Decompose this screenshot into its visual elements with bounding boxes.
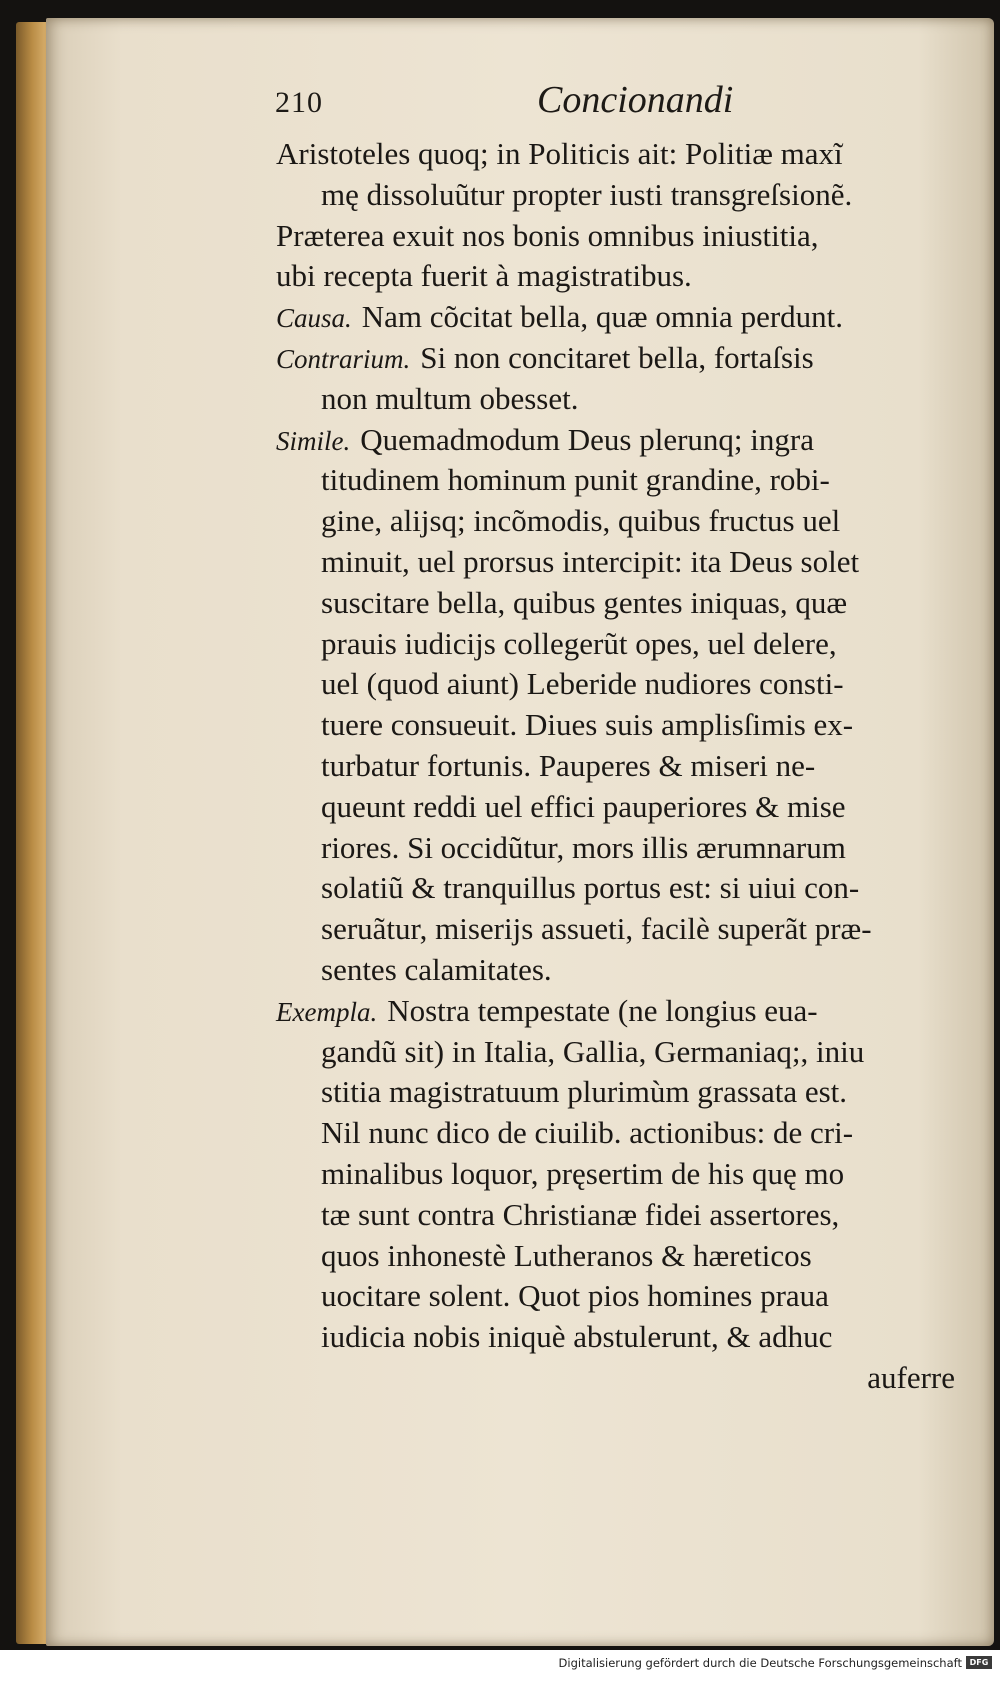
line-text: ubi recepta fuerit à magistratibus.: [276, 258, 692, 294]
catchword: auferre: [867, 1359, 955, 1395]
line-text: turbatur fortunis. Pauperes & miseri ne-: [321, 747, 816, 783]
line-text: gandũ sit) in Italia, Gallia, Germaniaq;, iniu: [321, 1033, 865, 1069]
text-line: [276, 787, 961, 828]
line-text: titudinem hominum punit grandine, robi-: [321, 462, 830, 498]
text-line: [276, 1032, 961, 1073]
line-text: Nam cõcitat bella, quæ omnia perdunt.: [361, 299, 844, 335]
line-text: tuere consueuit. Diues suis amplisſimis ex-: [321, 707, 854, 743]
line-text: prauis iudicijs collegerũt opes, uel delere,: [321, 625, 837, 661]
line-text: mę dissoluũtur propter iusti transgreſsionẽ.: [321, 176, 853, 212]
line-text: uocitare solent. Quot pios homines praua: [321, 1278, 829, 1314]
text-line: [276, 583, 961, 624]
line-text: Nil nunc dico de ciuilib. actionibus: de cri-: [321, 1115, 854, 1151]
text-line: [276, 828, 961, 869]
text-line: [276, 420, 961, 461]
line-text: minalibus loquor, pręsertim de his quę mo: [321, 1155, 845, 1191]
text-line: [276, 1154, 961, 1195]
line-text: gine, alijsq; incõmodis, quibus fructus uel: [321, 503, 841, 539]
text-line: [276, 950, 961, 991]
text-line: [276, 1276, 961, 1317]
line-text: tæ sunt contra Christianæ fidei assertores,: [321, 1196, 840, 1232]
line-text: iudicia nobis iniquè abstulerunt, & adhuc: [321, 1319, 833, 1355]
line-text: quos inhonestè Lutheranos & hæreticos: [321, 1237, 812, 1273]
text-line: [276, 379, 961, 420]
page-header: [275, 78, 735, 128]
text-line: [276, 542, 961, 583]
margin-label-causa: Causa.: [276, 303, 352, 334]
line-text: queunt reddi uel effici pauperiores & mise: [321, 788, 846, 824]
text-line: [276, 175, 961, 216]
text-line: [276, 134, 961, 175]
text-line: [276, 746, 961, 787]
line-text: solatiũ & tranquillus portus est: si uiui con-: [321, 870, 860, 906]
line-text: Si non concitaret bella, fortaſsis: [420, 339, 814, 375]
line-text: stitia magistratuum plurimùm grassata est.: [321, 1074, 848, 1110]
line-text: suscitare bella, quibus gentes iniquas, quæ: [321, 584, 848, 620]
footer: [0, 1650, 1000, 1681]
text-line: [276, 501, 961, 542]
text-line: [276, 216, 961, 257]
line-text: Præterea exuit nos bonis omnibus iniustitia,: [276, 217, 819, 253]
text-line: [276, 909, 961, 950]
text-line: [276, 1195, 961, 1236]
text-line: [276, 664, 961, 705]
line-text: sentes calamitates.: [321, 951, 552, 987]
text-line: [276, 624, 961, 665]
text-line: [276, 297, 961, 338]
line-text: Nostra tempestate (ne longius eua-: [387, 992, 818, 1028]
body-text: [276, 134, 961, 1399]
text-line: [276, 1113, 961, 1154]
line-text: uel (quod aiunt) Leberide nudiores consti-: [321, 666, 844, 702]
text-line: [276, 256, 961, 297]
line-text: riores. Si occidũtur, mors illis ærumnarum: [321, 829, 846, 865]
line-text: Aristoteles quoq; in Politicis ait: Politiæ maxĩ: [276, 136, 843, 171]
text-line: [276, 705, 961, 746]
text-line: [276, 991, 961, 1032]
text-line: [276, 338, 961, 379]
catchword-line: [276, 1358, 961, 1399]
text-line: [276, 1236, 961, 1277]
running-title: Concionandi: [537, 79, 734, 121]
margin-label-simile: Simile.: [276, 425, 351, 456]
text-line: [276, 868, 961, 909]
margin-label-contrarium: Contrarium.: [276, 343, 411, 374]
text-line: [276, 460, 961, 501]
line-text: minuit, uel prorsus intercipit: ita Deus solet: [321, 543, 860, 579]
funding-credit: Digitalisierung gefördert durch die Deutsche Forschungsgemeinschaft: [558, 1656, 962, 1670]
text-line: [276, 1072, 961, 1113]
line-text: non multum obesset.: [321, 380, 579, 416]
margin-label-exempla: Exempla.: [276, 996, 378, 1027]
dfg-logo: DFG: [966, 1656, 992, 1669]
text-line: [276, 1317, 961, 1358]
line-text: seruãtur, miserijs assueti, facilè superãt præ-: [321, 911, 872, 947]
line-text: Quemadmodum Deus plerunq; ingra: [360, 421, 814, 457]
page-number: 210: [275, 86, 323, 119]
